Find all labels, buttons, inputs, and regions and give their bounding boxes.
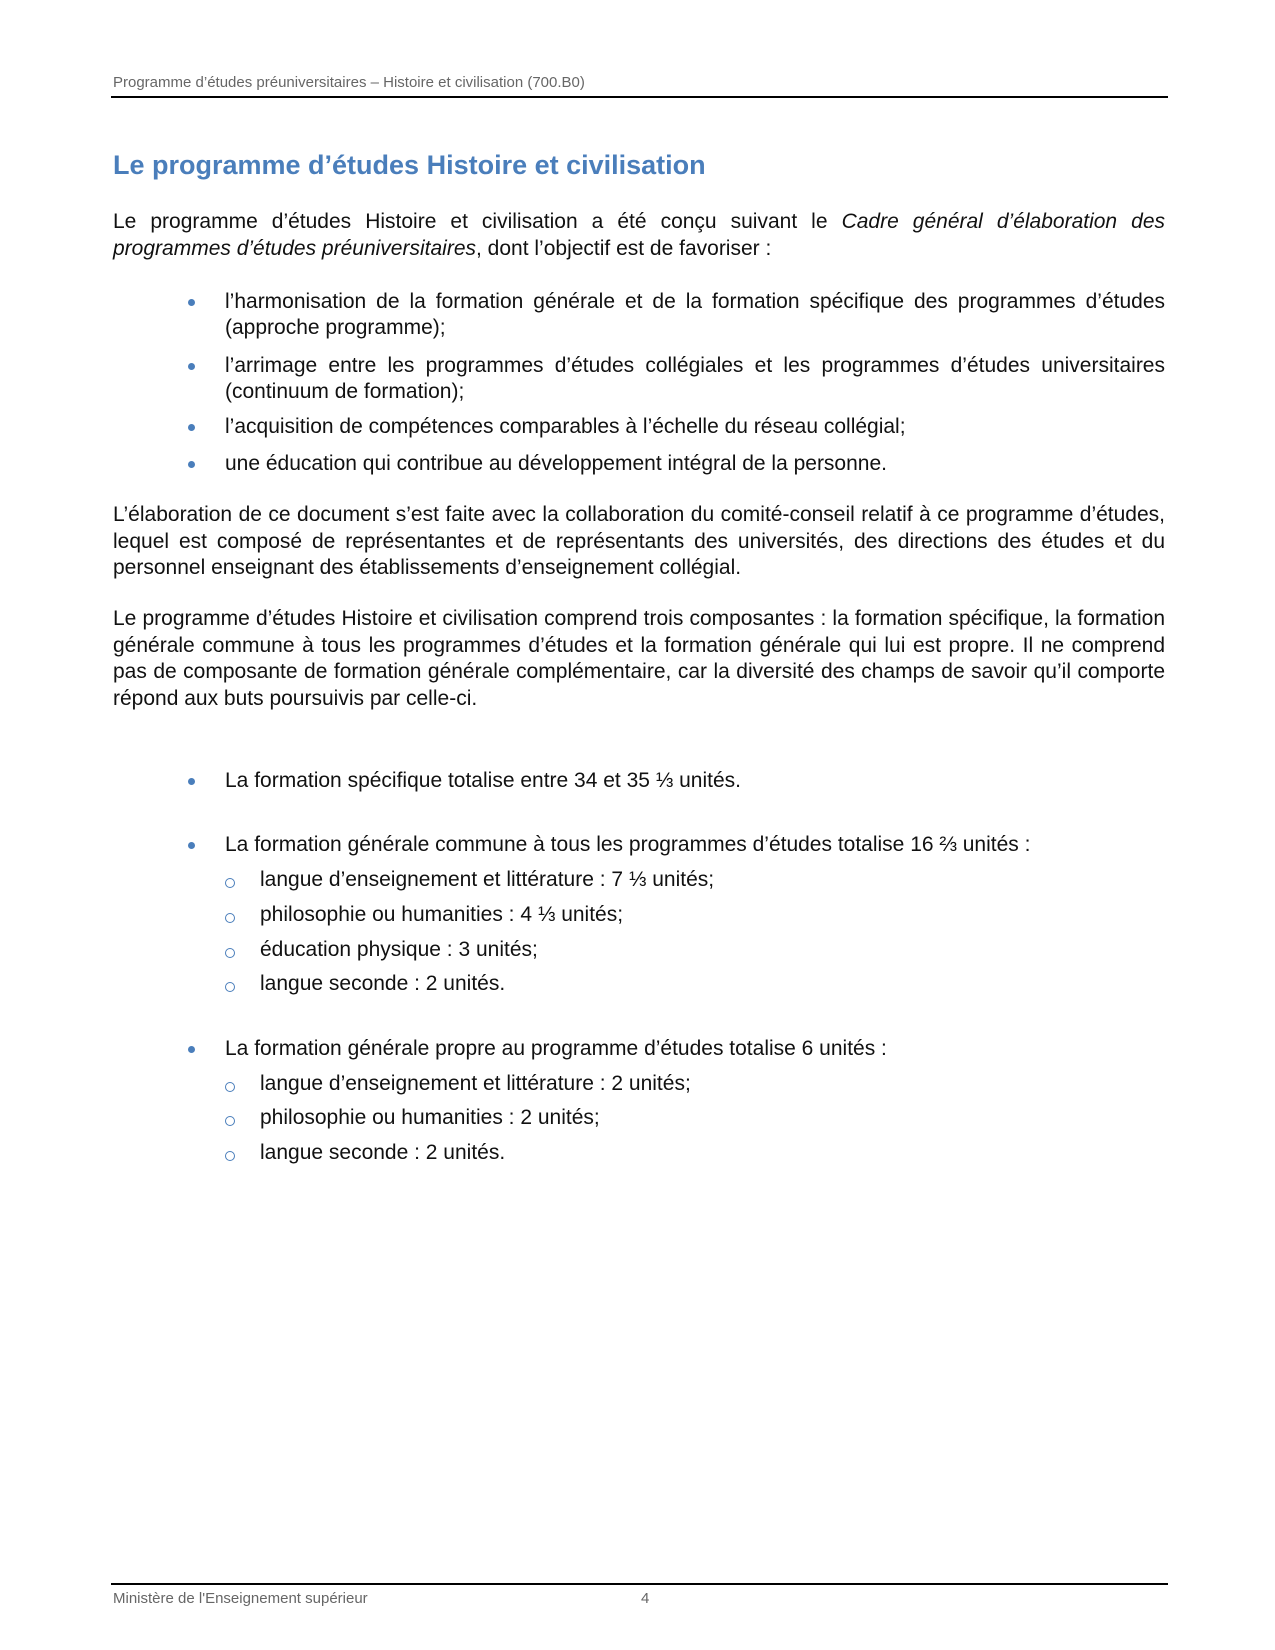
component-item [225, 832, 1165, 858]
sub-item-text: philosophie ou humanities : 2 unités; [260, 1106, 600, 1129]
circle-bullet-icon [225, 1116, 235, 1126]
bullet-icon [188, 461, 195, 468]
intro-text-end: , dont l’objectif est de favoriser : [476, 236, 772, 260]
sub-item [260, 1140, 505, 1166]
component-item [225, 1036, 1165, 1062]
list-item-text: l’harmonisation de la formation générale et de la formation spécifique des programmes d’études (approche programme); [225, 290, 1165, 339]
list-item [225, 414, 1165, 440]
sub-item [260, 1105, 600, 1131]
component-label: La formation générale commune à tous les programmes d’études totalise 16 ⅔ unités : [225, 833, 1031, 856]
circle-bullet-icon [225, 1151, 235, 1161]
list-item-text: l’arrimage entre les programmes d’études collégiales et les programmes d’études universitaires (continuum de formation); [225, 354, 1165, 403]
intro-paragraph [113, 209, 1165, 262]
list-item [225, 353, 1165, 405]
bullet-icon [188, 778, 195, 785]
list-item [225, 289, 1165, 341]
sub-item-text: langue seconde : 2 unités. [260, 1141, 506, 1164]
sub-item [260, 971, 505, 997]
list-item [225, 451, 1165, 477]
sub-item-text: éducation physique : 3 unités; [260, 938, 538, 961]
running-header: Programme d’études préuniversitaires – Histoire et civilisation (700.B0) [113, 74, 585, 91]
bullet-icon [188, 1046, 195, 1053]
intro-text: Le programme d’études Histoire et civilisation a été conçu suivant le [113, 210, 842, 233]
component-item [225, 768, 1165, 794]
bullet-icon [188, 424, 195, 431]
collaboration-paragraph: L’élaboration de ce document s’est faite avec la collaboration du comité-conseil relatif à ce programme d’études, lequel est composé de représentantes et de représentants des universités, des directions des études et du personnel enseignant des établissements d’enseignement collégial. [113, 503, 1165, 579]
circle-bullet-icon [225, 948, 235, 958]
sub-item-text: langue d’enseignement et littérature : 2 unités; [260, 1072, 691, 1095]
footer-rule [111, 1583, 1168, 1585]
bullet-icon [188, 363, 195, 370]
bullet-icon [188, 299, 195, 306]
components-paragraph: Le programme d’études Histoire et civilisation comprend trois composantes : la formation spécifique, la formation générale commune à tous les programmes d’études et la formation générale qui lui est propre. Il ne comprend pas de composante de formation générale complémentaire, car la diversité des champs de savoir qu’il comporte répond aux buts poursuivis par celle-ci. [113, 607, 1165, 710]
sub-item [260, 1071, 691, 1097]
circle-bullet-icon [225, 878, 235, 888]
sub-item-text: langue d’enseignement et littérature : 7 ⅓ unités; [260, 868, 715, 891]
list-item-text: une éducation qui contribue au développement intégral de la personne. [225, 452, 887, 475]
page-title: Le programme d’études Histoire et civilisation [113, 150, 706, 180]
sub-item [260, 937, 538, 963]
sub-item-text: langue seconde : 2 unités. [260, 972, 506, 995]
circle-bullet-icon [225, 982, 235, 992]
sub-item-text: philosophie ou humanities : 4 ⅓ unités; [260, 903, 624, 926]
list-item-text: l’acquisition de compétences comparables à l’échelle du réseau collégial; [225, 415, 906, 438]
circle-bullet-icon [225, 1082, 235, 1092]
circle-bullet-icon [225, 913, 235, 923]
bullet-icon [188, 842, 195, 849]
footer-ministry: Ministère de l'Enseignement supérieur [113, 1590, 368, 1607]
sub-item [260, 867, 714, 893]
component-label: La formation spécifique totalise entre 34 et 35 ⅓ unités. [225, 769, 741, 792]
component-label: La formation générale propre au programme d’études totalise 6 unités : [225, 1037, 887, 1060]
intro-italic: Cadre général d’élaboration des programmes d’études préuniversitaires [113, 210, 1165, 260]
header-rule [111, 96, 1168, 98]
sub-item [260, 902, 623, 928]
page-number: 4 [641, 1590, 650, 1607]
